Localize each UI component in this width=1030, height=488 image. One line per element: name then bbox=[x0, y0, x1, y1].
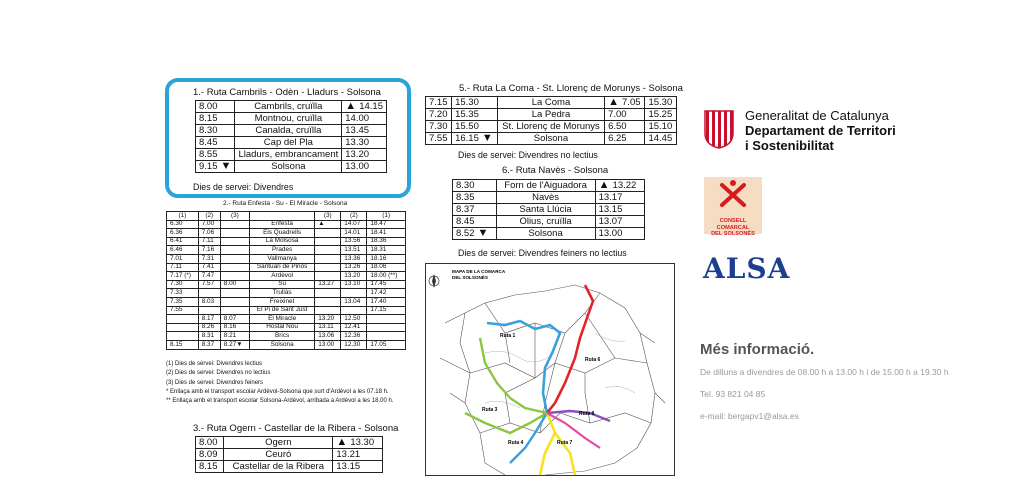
info-phone: Tel. 93 821 04 85 bbox=[700, 389, 766, 399]
route-2-row bbox=[167, 272, 406, 281]
route-5-time: 14.45 bbox=[645, 133, 677, 145]
route-2-time bbox=[315, 220, 341, 229]
route-2-time bbox=[220, 220, 249, 229]
route-6-stop: Solsona bbox=[496, 228, 595, 240]
route-5-time: 15.25 bbox=[645, 109, 677, 121]
route-1-row bbox=[196, 161, 387, 173]
route-2-header: (3) bbox=[220, 212, 249, 221]
route-5-time: 6.25 bbox=[605, 133, 645, 145]
route-5-time: 15.10 bbox=[645, 121, 677, 133]
arrow-down-icon: ▼ bbox=[478, 132, 493, 144]
route-1-departure: 8.15 bbox=[196, 113, 235, 125]
route-2-row bbox=[167, 332, 406, 341]
route-2-notes bbox=[166, 360, 393, 406]
route-2-stop: Freixinet bbox=[250, 297, 315, 306]
map-label-route-4: Ruta 4 bbox=[508, 440, 524, 446]
route-2-time: 7.47 bbox=[198, 272, 220, 281]
arrow-down-icon: ▼ bbox=[236, 340, 243, 348]
route-2-time: 18.36 bbox=[367, 237, 406, 246]
route-2-time: 8.07 bbox=[220, 315, 249, 324]
route-5-row bbox=[426, 109, 677, 121]
route-5-time bbox=[605, 97, 645, 109]
route-6-departure bbox=[453, 228, 497, 240]
arrow-up-icon: ▲ bbox=[318, 220, 325, 228]
info-heading: Més informació. bbox=[700, 341, 815, 358]
route-6-row bbox=[453, 228, 645, 240]
route-2-row bbox=[167, 297, 406, 306]
route-2-time: 6.46 bbox=[167, 246, 199, 255]
map-label-route-6: Ruta 6 bbox=[585, 357, 601, 363]
route-2-time bbox=[220, 263, 249, 272]
route-2-time: 8.00 bbox=[220, 280, 249, 289]
departure-time: 8.27 bbox=[223, 340, 237, 348]
route-2-time: 17.40 bbox=[367, 297, 406, 306]
route-2-time: 12.50 bbox=[341, 315, 367, 324]
map-label-route-3: Ruta 3 bbox=[482, 407, 498, 413]
route-3-return bbox=[333, 437, 383, 449]
route-2-row bbox=[167, 323, 406, 332]
route-1-departure: 8.30 bbox=[196, 125, 235, 137]
route-2-time: 13.56 bbox=[341, 237, 367, 246]
route-1-return: 14.00 bbox=[342, 113, 387, 125]
arrow-up-icon: ▲ bbox=[608, 96, 623, 108]
info-hours: De dilluns a divendres de 08.00 h a 13.00 h i de 15.00 h a 19.30 h bbox=[700, 367, 949, 377]
route-2-time: 8.16 bbox=[220, 323, 249, 332]
route-6-return: 13.17 bbox=[595, 192, 644, 204]
route-2-row bbox=[167, 246, 406, 255]
gencat-line3: i Sostenibilitat bbox=[745, 138, 834, 153]
route-5-row bbox=[426, 97, 677, 109]
route-6-departure: 8.30 bbox=[453, 180, 497, 192]
route-2-time: 7.55 bbox=[167, 306, 199, 315]
consell-line2: COMARCAL bbox=[716, 224, 750, 231]
route-3-return: 13.21 bbox=[333, 449, 383, 461]
route-2-row bbox=[167, 315, 406, 324]
route-6-row bbox=[453, 216, 645, 228]
route-6-return: 13.15 bbox=[595, 204, 644, 216]
route-2-stop: Brics bbox=[250, 332, 315, 341]
route-1-row bbox=[196, 101, 387, 113]
route-2-note: ** Enllaça amb el transport escolar Solsona-Ardèvol, arribada a Ardèvol a les 18.00 h. bbox=[166, 398, 394, 405]
route-2-time: 8.31 bbox=[198, 332, 220, 341]
route-2-time bbox=[220, 272, 249, 281]
route-1-stop: Montnou, cruïlla bbox=[235, 113, 342, 125]
route-5-time: 7.55 bbox=[426, 133, 452, 145]
route-2-time bbox=[315, 263, 341, 272]
route-3-row bbox=[196, 437, 383, 449]
route-2-time: 13.27 bbox=[315, 280, 341, 289]
route-6-stop: Santa Llúcia bbox=[496, 204, 595, 216]
map-label-route-8: Ruta 8 bbox=[579, 411, 595, 417]
route-3-title: 3.- Ruta Ogern - Castellar de la Ribera - Solsona bbox=[193, 423, 399, 434]
route-2-time bbox=[198, 289, 220, 298]
route-2-time: 7.16 bbox=[198, 246, 220, 255]
route-2-time: 6.30 bbox=[167, 220, 199, 229]
route-2-time bbox=[367, 332, 406, 341]
route-2-header bbox=[250, 212, 315, 221]
route-1-departure: 8.55 bbox=[196, 149, 235, 161]
return-time: 14.15 bbox=[359, 101, 383, 112]
route-6-departure: 8.45 bbox=[453, 216, 497, 228]
route-5-row bbox=[426, 133, 677, 145]
alsa-logo: ALSA bbox=[703, 252, 791, 285]
departure-time: 9.15 bbox=[199, 161, 218, 172]
route-2-time: 7.35 bbox=[167, 297, 199, 306]
route-2-stop: Hostal Nou bbox=[250, 323, 315, 332]
route-6-stop: Navès bbox=[496, 192, 595, 204]
route-6-timetable bbox=[452, 179, 645, 240]
route-2-time: 7.31 bbox=[198, 254, 220, 263]
route-1-title: 1.- Ruta Cambrils - Odèn - Lladurs - Solsona bbox=[193, 87, 381, 98]
route-6-return: 13.07 bbox=[595, 216, 644, 228]
arrow-up-icon: ▲ bbox=[336, 436, 351, 448]
route-2-header: (1) bbox=[367, 212, 406, 221]
route-2-time: 7.00 bbox=[198, 220, 220, 229]
arrow-up-icon: ▲ bbox=[345, 100, 360, 112]
route-2-time: 18.41 bbox=[367, 229, 406, 238]
route-5-time: 15.30 bbox=[452, 97, 498, 109]
route-2-note: (3) Dies de servei: Divendres feiners bbox=[166, 379, 264, 386]
route-5-stop: La Pedra bbox=[497, 109, 604, 121]
route-5-stop: La Coma bbox=[497, 97, 604, 109]
route-1-departure bbox=[196, 161, 235, 173]
route-2-time bbox=[367, 315, 406, 324]
route-2-time bbox=[220, 340, 249, 349]
route-2-time bbox=[315, 254, 341, 263]
route-1-departure: 8.00 bbox=[196, 101, 235, 113]
route-2-time bbox=[367, 323, 406, 332]
arrow-down-icon: ▼ bbox=[474, 227, 489, 239]
route-2-stop: Prades bbox=[250, 246, 315, 255]
route-2-time: 13.26 bbox=[341, 263, 367, 272]
route-5-time: 15.35 bbox=[452, 109, 498, 121]
route-5-stop: St. Llorenç de Morunys bbox=[497, 121, 604, 133]
route-1-return: 13.00 bbox=[342, 161, 387, 173]
route-3-stop: Castellar de la Ribera bbox=[224, 461, 333, 473]
route-1-row bbox=[196, 137, 387, 149]
route-2-time: 13.04 bbox=[341, 297, 367, 306]
route-2-title: 2.- Ruta Enfesta - Su - El Miracle - Solsona bbox=[223, 200, 348, 207]
route-2-time: 7.11 bbox=[198, 237, 220, 246]
route-5-time: 7.15 bbox=[426, 97, 452, 109]
route-2-header: (1) bbox=[167, 212, 199, 221]
route-2-time: 8.03 bbox=[198, 297, 220, 306]
route-2-time bbox=[220, 254, 249, 263]
route-5-time: 15.30 bbox=[645, 97, 677, 109]
route-1-departure: 8.45 bbox=[196, 137, 235, 149]
route-2-time: 7.06 bbox=[198, 229, 220, 238]
consell-comarcal-logo bbox=[704, 177, 762, 237]
route-2-row bbox=[167, 289, 406, 298]
route-1-days: Dies de servei: Divendres bbox=[193, 182, 294, 192]
route-3-departure: 8.15 bbox=[196, 461, 224, 473]
route-5-time bbox=[452, 133, 498, 145]
route-6-title: 6.- Ruta Navès - Solsona bbox=[502, 165, 609, 176]
route-5-stop: Solsona bbox=[497, 133, 604, 145]
route-2-stop: Solsona bbox=[250, 340, 315, 349]
route-2-time: 7.17 (*) bbox=[167, 272, 199, 281]
route-1-row bbox=[196, 113, 387, 125]
route-2-time: 13.06 bbox=[315, 332, 341, 341]
route-2-time bbox=[315, 297, 341, 306]
route-2-time bbox=[220, 229, 249, 238]
route-2-time: 17.45 bbox=[367, 280, 406, 289]
route-2-row bbox=[167, 254, 406, 263]
route-2-time: 13.20 bbox=[315, 315, 341, 324]
route-6-row bbox=[453, 192, 645, 204]
gencat-line1: Generalitat de Catalunya bbox=[745, 108, 889, 123]
route-2-timetable bbox=[166, 211, 406, 350]
route-2-stop: La Molsosa bbox=[250, 237, 315, 246]
route-2-stop: Els Quadrells bbox=[250, 229, 315, 238]
route-5-row bbox=[426, 121, 677, 133]
route-2-time bbox=[315, 289, 341, 298]
route-3-departure: 8.09 bbox=[196, 449, 224, 461]
route-2-stop: Santuari de Pinós bbox=[250, 263, 315, 272]
map-title-line1: MAPA DE LA COMARCA bbox=[452, 269, 506, 274]
route-2-time: 13.11 bbox=[315, 323, 341, 332]
route-6-row bbox=[453, 204, 645, 216]
route-2-time: 18.00 (**) bbox=[367, 272, 406, 281]
route-2-time bbox=[220, 237, 249, 246]
route-2-row bbox=[167, 306, 406, 315]
route-5-title: 5.- Ruta La Coma - St. Llorenç de Morunys - Solsona bbox=[459, 83, 683, 94]
gencat-logo bbox=[703, 109, 735, 149]
route-2-row bbox=[167, 263, 406, 272]
map-label-route-1: Ruta 1 bbox=[500, 333, 516, 339]
route-1-stop: Canalda, cruïlla bbox=[235, 125, 342, 137]
gencat-line2: Departament de Territori bbox=[745, 123, 896, 138]
route-2-time bbox=[167, 332, 199, 341]
route-1-row bbox=[196, 125, 387, 137]
route-5-timetable bbox=[425, 96, 677, 145]
route-5-time: 7.00 bbox=[605, 109, 645, 121]
route-2-time: 17.42 bbox=[367, 289, 406, 298]
route-2-note: (2) Dies de servei: Divendres no lectius bbox=[166, 370, 271, 377]
route-1-stop: Cap del Pla bbox=[235, 137, 342, 149]
route-3-row bbox=[196, 449, 383, 461]
route-2-time: 12.36 bbox=[341, 332, 367, 341]
comarca-map bbox=[425, 263, 675, 476]
route-2-time: 7.57 bbox=[198, 280, 220, 289]
route-2-time bbox=[167, 315, 199, 324]
route-2-time bbox=[220, 306, 249, 315]
route-3-timetable bbox=[195, 436, 383, 473]
route-3-departure: 8.00 bbox=[196, 437, 224, 449]
route-3-row bbox=[196, 461, 383, 473]
route-2-time bbox=[341, 289, 367, 298]
route-2-time: 8.37 bbox=[198, 340, 220, 349]
route-2-time: 17.15 bbox=[367, 306, 406, 315]
route-2-note: * Enllaça amb el transport escolar Ardèvol-Solsona que surt d'Ardèvol a les 07.18 h. bbox=[166, 388, 389, 395]
route-2-note: (1) Dies de servei: Divendres lectius bbox=[166, 361, 263, 367]
route-1-return: 13.30 bbox=[342, 137, 387, 149]
route-5-days: Dies de servei: Divendres no lectius bbox=[458, 150, 598, 160]
route-2-time: 7.33 bbox=[167, 289, 199, 298]
map-title-line2: DEL SOLSONÈS bbox=[452, 275, 488, 280]
route-2-time bbox=[167, 323, 199, 332]
route-5-time: 7.30 bbox=[426, 121, 452, 133]
route-3-stop: Ogern bbox=[224, 437, 333, 449]
route-2-row bbox=[167, 340, 406, 349]
route-2-stop: El Pi de Sant Just bbox=[250, 306, 315, 315]
route-3-return: 13.15 bbox=[333, 461, 383, 473]
route-2-time: 12.41 bbox=[341, 323, 367, 332]
route-1-row bbox=[196, 149, 387, 161]
route-1-return bbox=[342, 101, 387, 113]
route-6-row bbox=[453, 180, 645, 192]
departure-time: 16.15 bbox=[455, 133, 479, 144]
route-2-time bbox=[220, 297, 249, 306]
route-2-time: 13.20 bbox=[341, 272, 367, 281]
departure-time: 8.52 bbox=[456, 228, 475, 239]
route-2-time bbox=[315, 246, 341, 255]
consell-emblem-icon bbox=[704, 177, 762, 213]
route-1-stop: Cambrils, cruïlla bbox=[235, 101, 342, 113]
route-2-time bbox=[315, 237, 341, 246]
route-2-time: 6.36 bbox=[167, 229, 199, 238]
route-2-time: 8.21 bbox=[220, 332, 249, 341]
route-2-time: 6.41 bbox=[167, 237, 199, 246]
route-6-stop: Forn de l'Aiguadora bbox=[496, 180, 595, 192]
route-2-time bbox=[315, 272, 341, 281]
consell-line3: DEL SOLSONÈS bbox=[711, 231, 755, 237]
route-2-time bbox=[341, 306, 367, 315]
route-3-stop: Ceuró bbox=[224, 449, 333, 461]
route-2-time bbox=[198, 306, 220, 315]
route-2-time: 18.16 bbox=[367, 254, 406, 263]
route-2-header: (2) bbox=[198, 212, 220, 221]
route-2-time: 13.51 bbox=[341, 246, 367, 255]
route-1-stop: Lladurs, embrancament bbox=[235, 149, 342, 161]
route-2-time: 13.36 bbox=[341, 254, 367, 263]
route-2-time: 18.06 bbox=[367, 263, 406, 272]
route-2-time: 8.26 bbox=[198, 323, 220, 332]
route-2-time bbox=[315, 306, 341, 315]
route-2-row bbox=[167, 229, 406, 238]
route-2-time: 13.00 bbox=[315, 340, 341, 349]
route-2-stop: El Miracle bbox=[250, 315, 315, 324]
route-6-return bbox=[595, 180, 644, 192]
arrow-down-icon: ▼ bbox=[217, 160, 232, 172]
route-5-time: 7.20 bbox=[426, 109, 452, 121]
route-2-time bbox=[220, 246, 249, 255]
route-2-stop: Enfesta bbox=[250, 220, 315, 229]
route-2-time: 14.07 bbox=[341, 220, 367, 229]
route-1-return: 13.45 bbox=[342, 125, 387, 137]
route-2-row bbox=[167, 237, 406, 246]
route-2-time: 7.30 bbox=[167, 280, 199, 289]
route-2-time: 12.30 bbox=[341, 340, 367, 349]
route-2-stop: Vallmanya bbox=[250, 254, 315, 263]
route-6-stop: Olius, cruïlla bbox=[496, 216, 595, 228]
route-2-time: 8.17 bbox=[198, 315, 220, 324]
route-1-stop: Solsona bbox=[235, 161, 342, 173]
route-5-time: 6.50 bbox=[605, 121, 645, 133]
route-2-header: (2) bbox=[341, 212, 367, 221]
route-2-row bbox=[167, 280, 406, 289]
route-6-return: 13.00 bbox=[595, 228, 644, 240]
return-time: 13.30 bbox=[350, 437, 375, 448]
arrow-up-icon: ▲ bbox=[598, 179, 613, 191]
route-6-departure: 8.37 bbox=[453, 204, 497, 216]
route-2-time: 13.10 bbox=[341, 280, 367, 289]
route-2-time: 7.01 bbox=[167, 254, 199, 263]
route-2-time: 14.01 bbox=[341, 229, 367, 238]
gencat-shield-icon bbox=[703, 109, 735, 149]
route-1-timetable bbox=[195, 100, 387, 173]
info-email: e-mail: bergapv1@alsa.es bbox=[700, 411, 799, 421]
route-6-departure: 8.35 bbox=[453, 192, 497, 204]
route-2-header: (3) bbox=[315, 212, 341, 221]
route-2-time: 17.05 bbox=[367, 340, 406, 349]
return-time: 7.05 bbox=[622, 97, 641, 108]
route-2-row bbox=[167, 220, 406, 229]
route-2-time: 8.15 bbox=[167, 340, 199, 349]
map-label-route-7: Ruta 7 bbox=[557, 440, 573, 446]
route-2-time bbox=[315, 229, 341, 238]
route-2-stop: Ardèvol bbox=[250, 272, 315, 281]
route-2-stop: Trullàs bbox=[250, 289, 315, 298]
consell-line1: CONSELL bbox=[719, 218, 747, 224]
route-2-time bbox=[220, 289, 249, 298]
route-2-time: 7.41 bbox=[198, 263, 220, 272]
route-2-time: 18.31 bbox=[367, 246, 406, 255]
route-2-stop: Su bbox=[250, 280, 315, 289]
route-1-return: 13.20 bbox=[342, 149, 387, 161]
route-2-time: 18.47 bbox=[367, 220, 406, 229]
return-time: 13.22 bbox=[612, 180, 637, 191]
route-6-days: Dies de servei: Divendres feiners no lectius bbox=[458, 248, 627, 258]
route-5-time: 15.50 bbox=[452, 121, 498, 133]
route-2-time: 7.11 bbox=[167, 263, 199, 272]
